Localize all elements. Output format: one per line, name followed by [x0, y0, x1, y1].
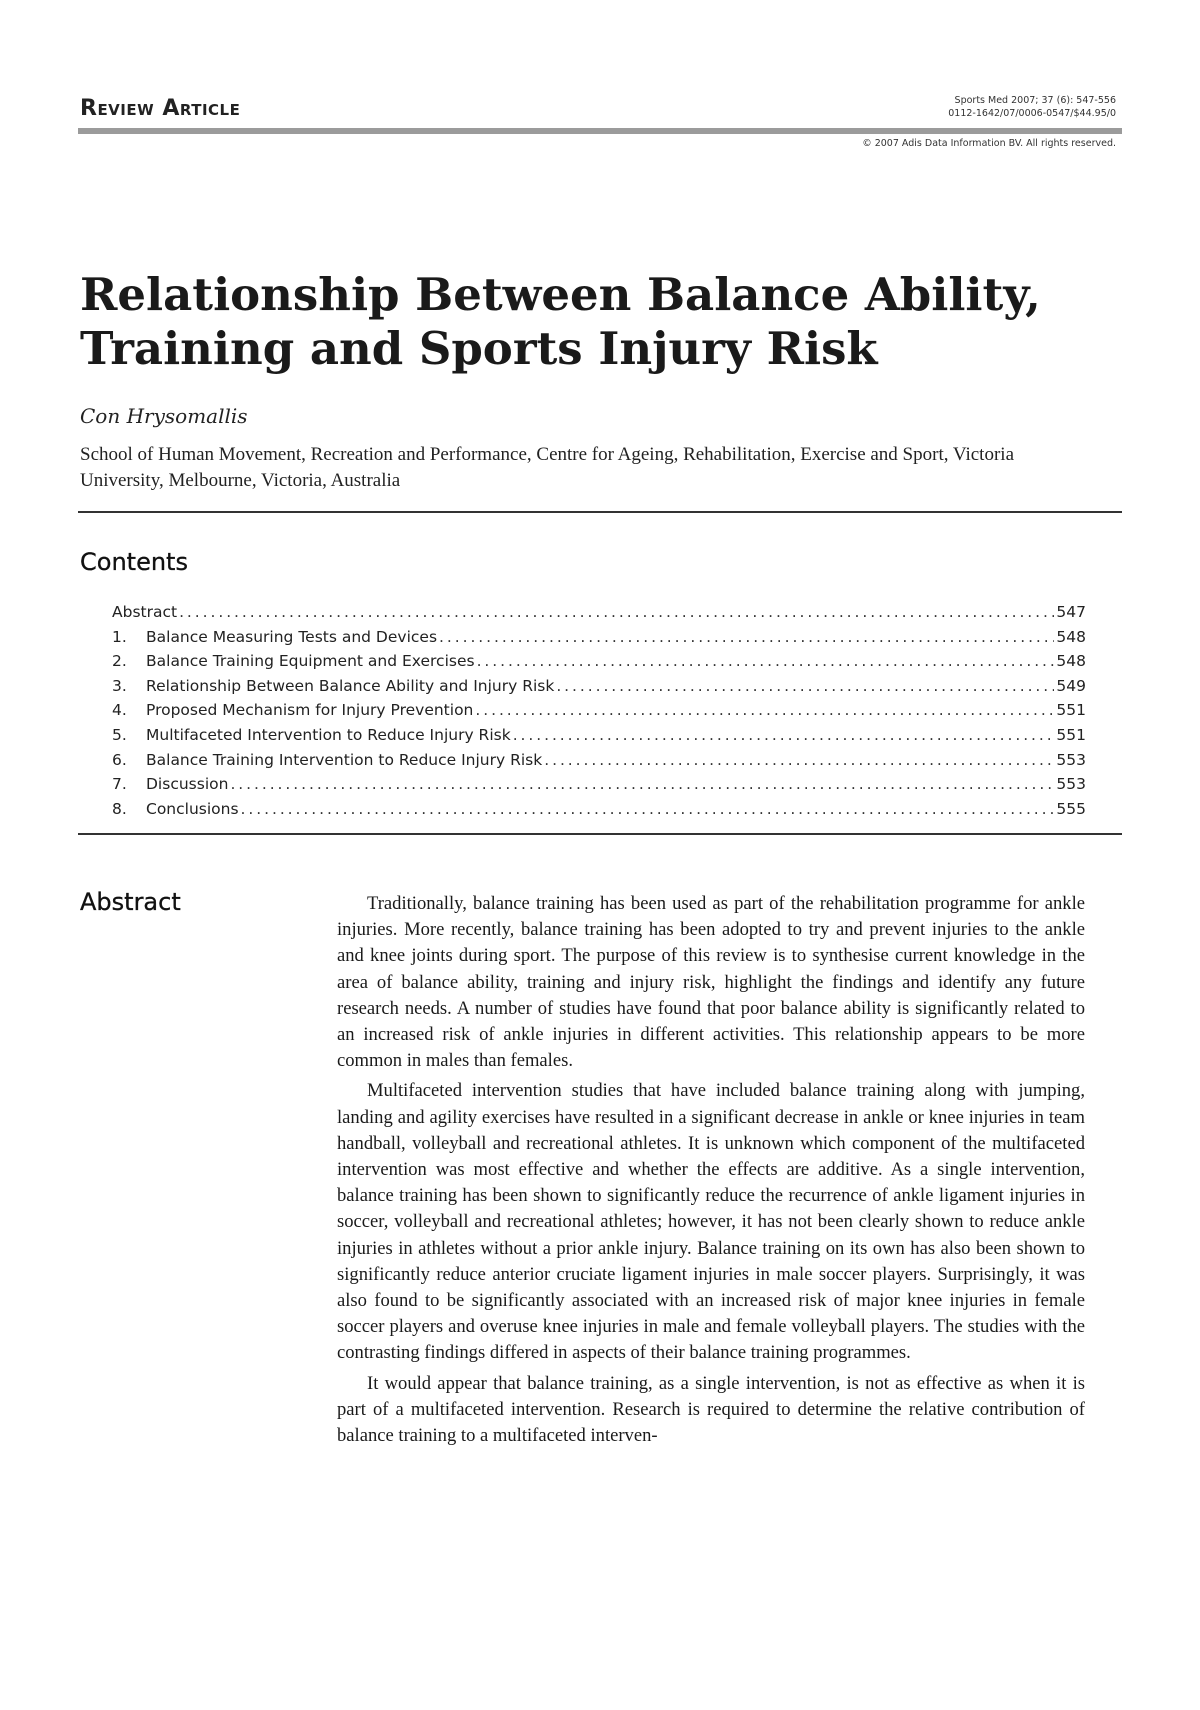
toc-entry[interactable]: [112, 674, 1086, 699]
abstract-paragraph: Traditionally, balance training has been used as part of the rehabilitation programme for ankle injuries. More recently, balance training has been adopted to try and prevent injuries to the ankle and knee joints during sport. The purpose of this review is to synthesise current knowledge in the area of balance ability, training and injury risk, highlight the findings and identify any future research needs. A number of studies have found that poor balance ability is significantly related to an increased risk of ankle injuries in different activities. This relationship appears to be more common in males than females.: [337, 893, 1085, 1072]
toc-entry[interactable]: [112, 600, 1086, 625]
toc-entry-label: Multifaceted Intervention to Reduce Injury Risk: [146, 725, 511, 744]
toc-entry-page: 548: [1056, 627, 1086, 646]
toc-entry[interactable]: [112, 797, 1086, 822]
toc-leader-dots: [439, 625, 1054, 650]
toc-entry-number: 4.: [112, 701, 127, 720]
table-of-contents: [112, 600, 1086, 821]
toc-entry-page: 555: [1056, 799, 1086, 818]
toc-entry-number: 6.: [112, 750, 127, 769]
author-affiliation: School of Human Movement, Recreation and Performance, Centre for Ageing, Rehabilitation, Exercise and Sport, Victoria University, Melbourne, Victoria, Australia: [80, 444, 1014, 491]
toc-entry-number: 2.: [112, 652, 127, 671]
toc-entry[interactable]: [112, 649, 1086, 674]
toc-entry[interactable]: [112, 698, 1086, 723]
toc-entry-number: 3.: [112, 676, 127, 695]
toc-entry-page: 548: [1056, 652, 1086, 671]
citation-block: [948, 94, 1116, 120]
contents-heading: Contents: [80, 548, 188, 576]
toc-entry-label: Discussion: [146, 775, 229, 794]
abstract-paragraph: Multifaceted intervention studies that have included balance training along with jumping, landing and agility exercises have resulted in a significant decrease in ankle or knee injuries in team handball, volleyball and recreational athletes. It is unknown which component of the multifaceted intervention was most effective and whether the effects are additive. As a single intervention, balance training has been shown to significantly reduce the recurrence of ankle ligament injuries in soccer, volleyball and recreational athletes; however, it has not been clearly shown to reduce ankle injuries in athletes without a prior ankle injury. Balance training on its own has also been shown to significantly reduce anterior cruciate ligament injuries in male soccer players. Surprisingly, it was also found to be significantly associated with an increased risk of major knee injuries in female soccer players and overuse knee injuries in male and female volleyball players. The studies with the contrasting findings differed in aspects of their balance training programmes.: [337, 1080, 1085, 1364]
toc-entry-number: 5.: [112, 725, 127, 744]
toc-entry-label: Relationship Between Balance Ability and Injury Risk: [146, 676, 555, 695]
author-name: Con Hrysomallis: [80, 404, 248, 428]
journal-citation: Sports Med 2007; 37 (6): 547-556: [954, 95, 1116, 106]
toc-entry-number: 7.: [112, 775, 127, 794]
toc-entry-label: Conclusions: [146, 799, 239, 818]
issn-line: 0112-1642/07/0006-0547/$44.95/0: [948, 108, 1116, 119]
toc-entry-number: 8.: [112, 799, 127, 818]
toc-leader-dots: [544, 748, 1054, 773]
toc-entry-label: Abstract: [112, 603, 178, 621]
abstract-paragraph: It would appear that balance training, as a single intervention, is not as effective as when it is part of a multifaceted intervention. Research is required to determine the relative contribution of balance training to a multifaceted interven-: [337, 1372, 1085, 1447]
article-type-label: Review Article: [80, 96, 241, 121]
abstract-heading: Abstract: [80, 888, 181, 916]
section-divider: [78, 511, 1122, 513]
toc-entry-label: Balance Training Equipment and Exercises: [146, 652, 475, 671]
toc-entry[interactable]: [112, 625, 1086, 650]
toc-leader-dots: [230, 772, 1054, 797]
toc-leader-dots: [556, 674, 1054, 699]
toc-entry[interactable]: [112, 748, 1086, 773]
toc-leader-dots: [475, 698, 1054, 723]
toc-entry-label: Balance Measuring Tests and Devices: [146, 627, 438, 646]
toc-leader-dots: [241, 797, 1055, 822]
section-divider: [78, 833, 1122, 835]
toc-entry-page: 553: [1056, 750, 1086, 769]
toc-entry-page: 551: [1056, 701, 1086, 720]
toc-entry-label: Balance Training Intervention to Reduce Injury Risk: [146, 750, 543, 769]
toc-leader-dots: [179, 600, 1054, 625]
abstract-body: [337, 891, 1085, 1453]
toc-entry[interactable]: [112, 723, 1086, 748]
article-title: Relationship Between Balance Ability, Training and Sports Injury Risk: [80, 268, 1041, 375]
toc-entry-page: 549: [1056, 676, 1086, 695]
toc-leader-dots: [513, 723, 1055, 748]
toc-entry[interactable]: [112, 772, 1086, 797]
toc-entry-page: 547: [1056, 603, 1086, 621]
header-rule: [78, 128, 1122, 134]
toc-entry-label: Proposed Mechanism for Injury Prevention: [146, 701, 474, 720]
toc-entry-number: 1.: [112, 627, 127, 646]
toc-entry-page: 553: [1056, 775, 1086, 794]
toc-entry-page: 551: [1056, 725, 1086, 744]
toc-leader-dots: [477, 649, 1055, 674]
copyright-line: © 2007 Adis Data Information BV. All rights reserved.: [862, 138, 1116, 149]
